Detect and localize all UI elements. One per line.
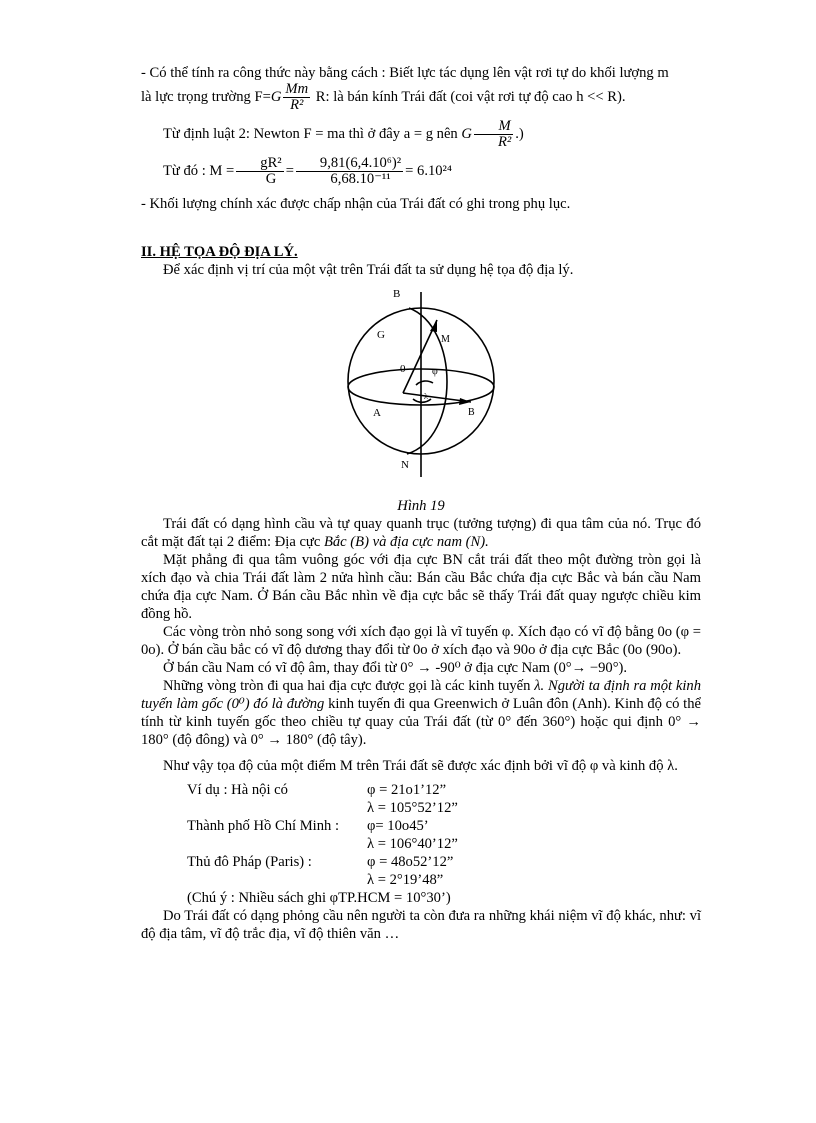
example-latitude: φ = 21o1’12” bbox=[367, 782, 447, 798]
denominator: R² bbox=[497, 134, 512, 150]
label-g: G bbox=[377, 329, 385, 341]
example-hanoi bbox=[141, 781, 701, 817]
example-longitude: λ = 105°52’12” bbox=[367, 800, 458, 816]
para-earth-shape bbox=[141, 515, 701, 551]
example-name: Ví dụ : Hà nội có bbox=[187, 782, 288, 798]
para-gravity-formula bbox=[141, 82, 701, 113]
label-a: A bbox=[373, 407, 381, 419]
text-normal: Những vòng tròn đi qua hai địa cực được gọi là các kinh tuyến bbox=[163, 678, 535, 694]
example-latitude: φ = 48o52’12” bbox=[367, 854, 454, 870]
arrow-b-head bbox=[459, 398, 471, 405]
para-mass-calc bbox=[141, 156, 701, 187]
label-m: M bbox=[441, 334, 450, 345]
text-normal-tail: kinh tuyến đi qua Greenwich ở Luân đôn (Anh). Kinh độ có thể tính từ kinh tuyến gốc theo chiều tự quay của Trái đất (từ 0° đến 360°) hoặc qui định 0° → 180° (độ đông) và 0° → 180° (độ tây). bbox=[141, 696, 701, 748]
text-tail: R: là bán kính Trái đất (coi vật rơi tự độ cao h << R). bbox=[312, 88, 626, 105]
text-normal: Trái đất có dạng hình cầu và tự quay quanh trục (tưởng tượng) đi qua tâm của nó. Trục đó cắt mặt đất tại 2 điểm: Địa cực bbox=[141, 516, 701, 550]
para-coordinates: Như vậy tọa độ của một điểm M trên Trái đất sẽ được xác định bởi vĩ độ φ và kinh độ λ. bbox=[163, 758, 678, 774]
globe-diagram bbox=[141, 287, 701, 477]
example-paris bbox=[141, 853, 701, 889]
example-hcm bbox=[141, 817, 701, 853]
result: = 6.10²⁴ bbox=[405, 162, 453, 179]
label-o: 0 bbox=[400, 363, 406, 375]
para-other-latitudes: Do Trái đất có dạng phỏng cầu nên người ta còn đưa ra những khái niệm vĩ độ khác, như: vĩ độ địa tâm, vĩ độ trắc địa, vĩ độ thiên văn … bbox=[141, 908, 701, 942]
example-name: Thành phố Hồ Chí Minh : bbox=[187, 818, 340, 834]
para-latitude: Các vòng tròn nhỏ song song với xích đạo gọi là vĩ tuyến φ. Xích đạo có vĩ độ bằng 0o (φ = 0o). Ở bán cầu bắc có vĩ độ dương thay đổi từ 0o ở xích đạo và 90o ở địa cực Bắc (0o (90o). bbox=[141, 624, 701, 658]
text-lead: là lực trọng trường F= bbox=[141, 88, 271, 105]
label-b-top: B bbox=[393, 288, 401, 300]
fraction-gr2-g bbox=[236, 156, 283, 187]
example-note: (Chú ý : Nhiều sách ghi φTP.HCM = 10°30’) bbox=[187, 890, 451, 906]
label-b-right: B bbox=[468, 407, 475, 418]
para-mass-note: - Khối lượng chính xác được chấp nhận của Trái đất có ghi trong phụ lục. bbox=[141, 196, 571, 212]
example-name: Thủ đô Pháp (Paris) : bbox=[187, 854, 312, 870]
numerator: 9,81(6,4.10⁶)² bbox=[296, 156, 403, 172]
equals-sign: = bbox=[285, 162, 294, 179]
symbol-g: G bbox=[270, 88, 282, 105]
para-formula-intro: - Có thể tính ra công thức này bằng cách : Biết lực tác dụng lên vật rơi tự do khối lượng m bbox=[141, 65, 669, 81]
para-south-latitude: Ở bán cầu Nam có vĩ độ âm, thay đổi từ 0° → -90⁰ ở địa cực Nam (0°→ −90°). bbox=[163, 660, 628, 676]
denominator: 6,68.10⁻¹¹ bbox=[330, 171, 391, 187]
text-lead: Từ định luật 2: Newton F = ma thì ở đây a = g nên bbox=[163, 125, 458, 142]
text-italic: λ. Người ta định ra một kinh tuyến làm gốc (0⁰) đó là đường bbox=[141, 678, 701, 712]
para-longitude bbox=[141, 677, 701, 749]
label-phi: φ bbox=[432, 366, 438, 377]
para-equator: Mặt phẳng đi qua tâm vuông góc với địa cực BN cắt trái đất theo một đường tròn gọi là xích đạo và chia Trái đất làm 2 nửa hình cầu: Bán cầu Bắc chứa địa cực Bắc và bán cầu Nam chứa địa cực Nam. Ở Bán cầu Bắc nhìn về địa cực bắc sẽ thấy Trái đất quay ngược chiều kim đồng hồ. bbox=[141, 552, 701, 622]
denominator: G bbox=[265, 171, 277, 187]
example-longitude: λ = 106°40’12” bbox=[367, 836, 458, 852]
para-newton bbox=[141, 119, 701, 150]
para-intro: Để xác định vị trí của một vật trên Trái đất ta sử dụng hệ tọa độ địa lý. bbox=[163, 262, 574, 278]
fraction-values bbox=[296, 156, 403, 187]
text-italic: Bắc (B) và địa cực nam (N). bbox=[323, 534, 489, 550]
symbol-g: G bbox=[461, 125, 472, 142]
numerator: gR² bbox=[236, 156, 283, 172]
denominator: R² bbox=[290, 97, 304, 113]
label-n: N bbox=[401, 459, 409, 471]
label-lambda: λ bbox=[424, 392, 428, 401]
figure-caption: Hình 19 bbox=[397, 498, 445, 514]
fraction-m-r2 bbox=[474, 119, 513, 150]
globe-figure bbox=[141, 287, 701, 477]
angle-lambda-arc bbox=[413, 399, 431, 402]
example-latitude: φ= 10o45’ bbox=[367, 818, 429, 834]
document-page bbox=[141, 64, 701, 943]
text-tail: .) bbox=[515, 125, 524, 142]
numerator: Mm bbox=[285, 81, 309, 97]
example-longitude: λ = 2°19’48” bbox=[367, 872, 444, 888]
numerator: M bbox=[474, 119, 513, 135]
examples-list bbox=[141, 781, 701, 907]
section-heading: II. HỆ TỌA ĐỘ ĐỊA LÝ. bbox=[141, 244, 298, 260]
angle-phi-arc bbox=[416, 381, 433, 385]
text-lead: Từ đó : M = bbox=[163, 162, 235, 179]
fraction-mm-r2 bbox=[283, 82, 310, 113]
